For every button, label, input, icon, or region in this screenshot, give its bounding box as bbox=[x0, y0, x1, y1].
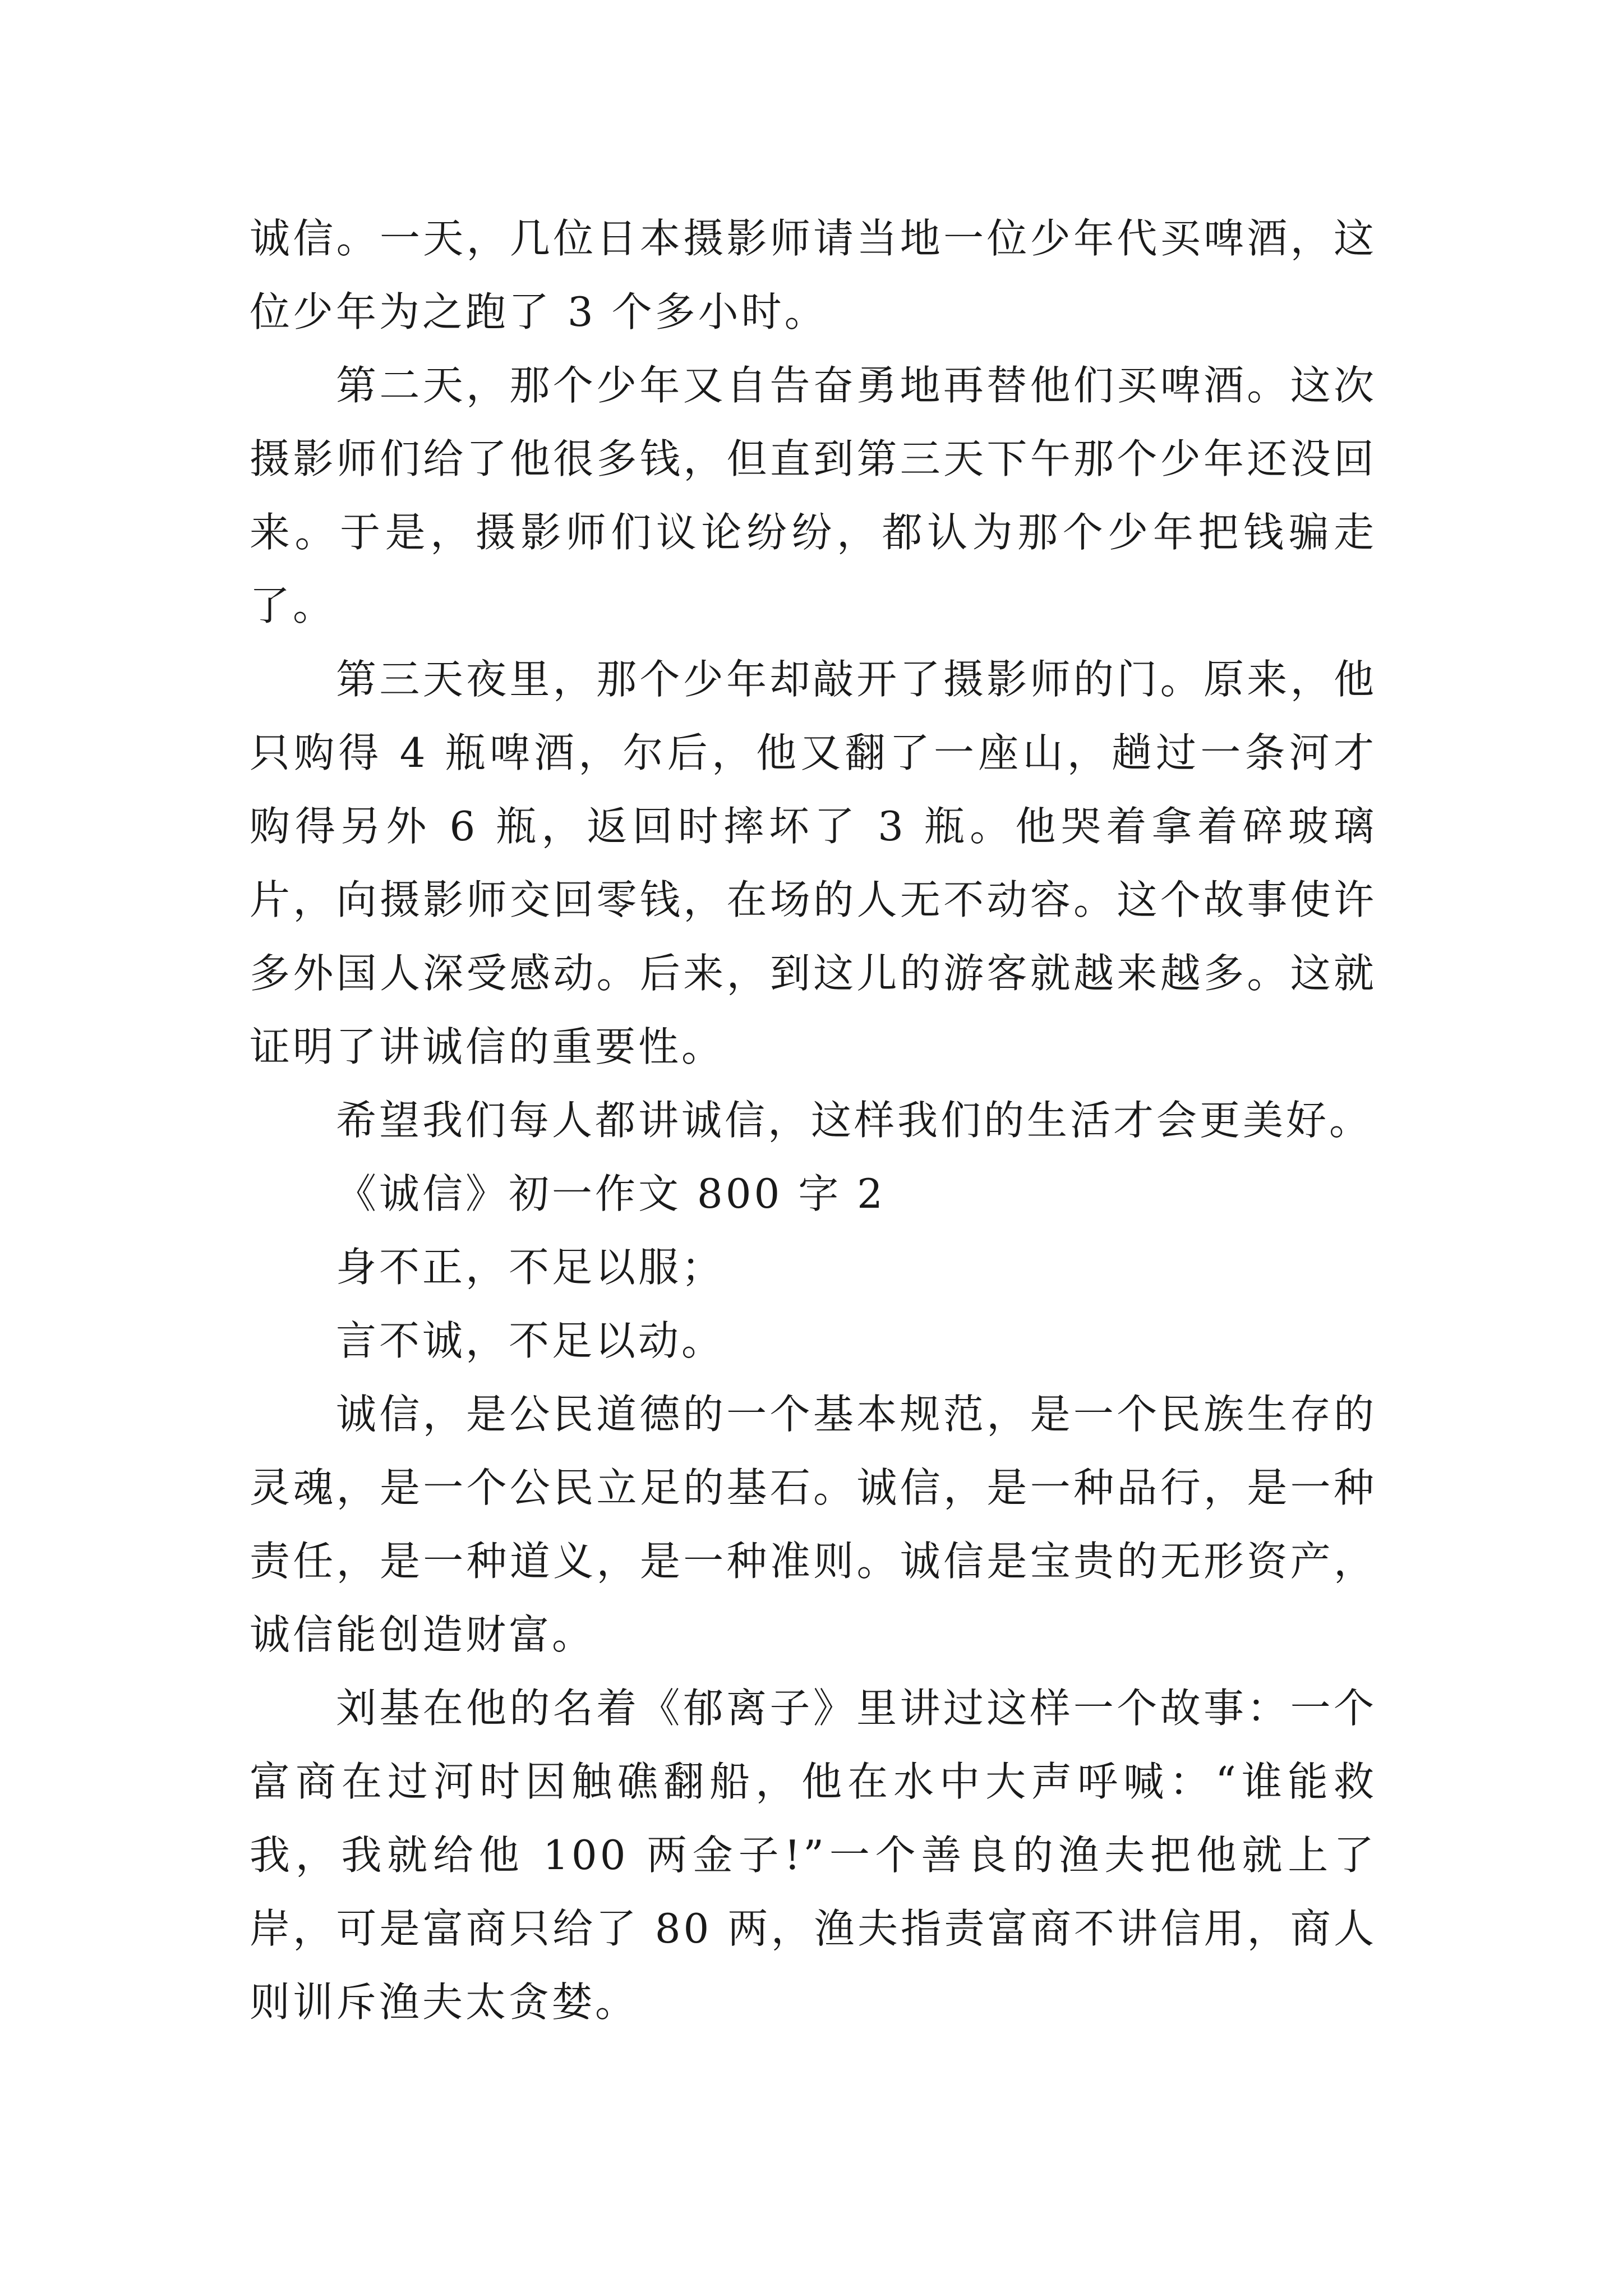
paragraph-1: 诚信。一天，几位日本摄影师请当地一位少年代买啤酒，这位少年为之跑了 3 个多小时。 bbox=[250, 215, 1377, 335]
paragraph-quote-line-1: 身不正，不足以服； bbox=[336, 1244, 725, 1291]
paragraph-2: 第二天，那个少年又自告奋勇地再替他们买啤酒。这次摄影师们给了他很多钱，但直到第三天下午那个少年还没回来。于是，摄影师们议论纷纷，都认为那个少年把钱骗走了。 bbox=[250, 362, 1377, 629]
paragraph-6: 刘基在他的名着《郁离子》里讲过这样一个故事：一个富商在过河时因触礁翻船，他在水中大声呼喊：“谁能救我，我就给他 100 两金子!”一个善良的渔夫把他就上了岸，可是富商只给了 80 两，渔夫指责富商不讲信用，商人则训斥渔夫太贪婪。 bbox=[250, 1685, 1377, 2026]
paragraph-3: 第三天夜里，那个少年却敲开了摄影师的门。原来，他只购得 4 瓶啤酒，尔后，他又翻了一座山，趟过一条河才购得另外 6 瓶，返回时摔坏了 3 瓶。他哭着拿着碎玻璃片，向摄影师交回零钱，在场的人无不动容。这个故事使许多外国人深受感动。后来，到这儿的游客就越来越多。这就证明了讲诚信的重要性。 bbox=[250, 656, 1377, 1070]
section-heading: 《诚信》初一作文 800 字 2 bbox=[336, 1170, 886, 1217]
paragraph-quote-line-2: 言不诚，不足以动。 bbox=[336, 1317, 725, 1364]
document-body bbox=[250, 202, 1377, 2039]
paragraph-5: 诚信，是公民道德的一个基本规范，是一个民族生存的灵魂，是一个公民立足的基石。诚信，是一种品行，是一种责任，是一种道义，是一种准则。诚信是宝贵的无形资产，诚信能创造财富。 bbox=[250, 1391, 1377, 1658]
paragraph-4: 希望我们每人都讲诚信，这样我们的生活才会更美好。 bbox=[336, 1097, 1373, 1144]
